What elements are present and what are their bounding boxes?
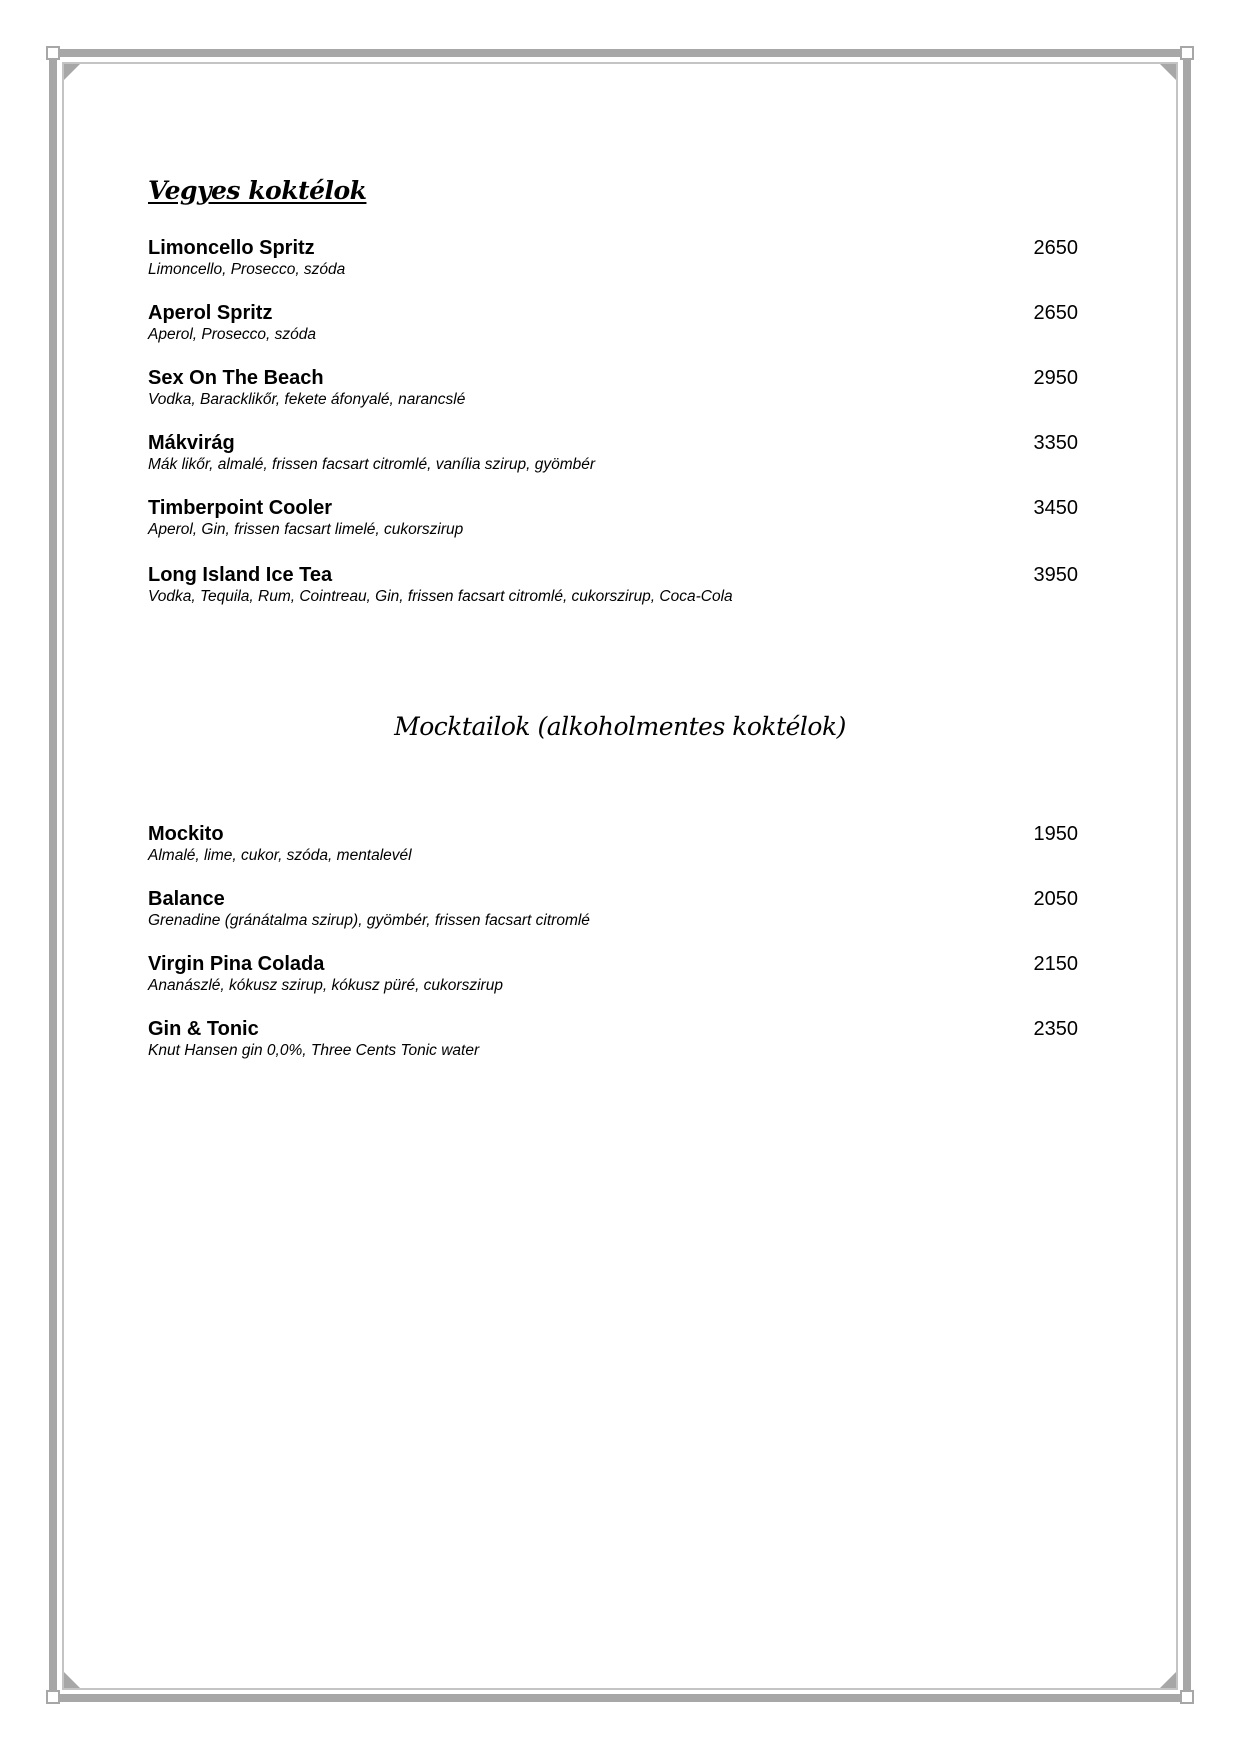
item-description: Mák likőr, almalé, frissen facsart citromlé, vanília szirup, gyömbér: [148, 456, 596, 473]
menu-item: [148, 887, 1078, 952]
menu-item: [148, 563, 1078, 628]
item-name: Limoncello Spritz: [148, 237, 315, 259]
item-description: Almalé, lime, cukor, szóda, mentalevél: [148, 847, 412, 864]
frame-right-border: [1183, 56, 1191, 1696]
frame-inner-top-line: [62, 62, 1178, 64]
frame-bottom-border: [56, 1694, 1184, 1702]
frame-corner-ornament: [1180, 1690, 1194, 1704]
item-name: Aperol Spritz: [148, 302, 273, 324]
frame-corner-triangle: [1160, 64, 1176, 80]
mocktails-section-title: Mocktailok (alkoholmentes koktélok): [394, 712, 846, 741]
frame-corner-triangle: [1160, 1672, 1176, 1688]
item-price: 3450: [1033, 497, 1078, 519]
item-name: Sex On The Beach: [148, 367, 324, 389]
mocktails-menu-list: [148, 822, 1078, 1082]
frame-left-border: [49, 56, 57, 1696]
item-name: Mockito: [148, 823, 224, 845]
item-name: Mákvirág: [148, 432, 235, 454]
item-name: Gin & Tonic: [148, 1018, 259, 1040]
item-description: Limoncello, Prosecco, szóda: [148, 261, 346, 278]
item-price: 2650: [1033, 237, 1078, 259]
frame-corner-ornament: [46, 1690, 60, 1704]
item-description: Aperol, Gin, frissen facsart limelé, cukorszirup: [148, 521, 464, 538]
item-price: 2050: [1033, 888, 1078, 910]
item-name: Long Island Ice Tea: [148, 564, 333, 586]
cocktails-section-title: Vegyes koktélok: [148, 176, 367, 205]
item-price: 2650: [1033, 302, 1078, 324]
frame-inner-bottom-line: [62, 1688, 1178, 1690]
menu-item: [148, 366, 1078, 431]
item-name: Timberpoint Cooler: [148, 497, 333, 519]
item-description: Knut Hansen gin 0,0%, Three Cents Tonic water: [148, 1042, 480, 1059]
frame-inner-left-line: [62, 62, 64, 1690]
item-name: Virgin Pina Colada: [148, 953, 325, 975]
item-price: 2950: [1033, 367, 1078, 389]
frame-corner-ornament: [46, 46, 60, 60]
item-description: Grenadine (gránátalma szirup), gyömbér, frissen facsart citromlé: [148, 912, 590, 929]
item-price: 2150: [1033, 953, 1078, 975]
cocktails-menu-list: [148, 236, 1078, 628]
frame-inner-right-line: [1176, 62, 1178, 1690]
frame-corner-ornament: [1180, 46, 1194, 60]
item-price: 3350: [1033, 432, 1078, 454]
item-description: Vodka, Baracklikőr, fekete áfonyalé, narancslé: [148, 391, 466, 408]
item-price: 2350: [1033, 1018, 1078, 1040]
item-price: 3950: [1033, 564, 1078, 586]
menu-item: [148, 822, 1078, 887]
menu-item: [148, 301, 1078, 366]
item-description: Ananászlé, kókusz szirup, kókusz püré, cukorszirup: [148, 977, 503, 994]
menu-item: [148, 496, 1078, 563]
menu-item: [148, 236, 1078, 301]
item-name: Balance: [148, 888, 225, 910]
menu-item: [148, 431, 1078, 496]
item-price: 1950: [1033, 823, 1078, 845]
frame-corner-triangle: [64, 64, 80, 80]
frame-top-border: [56, 49, 1184, 57]
frame-corner-triangle: [64, 1672, 80, 1688]
menu-item: [148, 952, 1078, 1017]
item-description: Aperol, Prosecco, szóda: [148, 326, 317, 343]
menu-item: [148, 1017, 1078, 1082]
item-description: Vodka, Tequila, Rum, Cointreau, Gin, frissen facsart citromlé, cukorszirup, Coca-Cola: [148, 588, 733, 605]
